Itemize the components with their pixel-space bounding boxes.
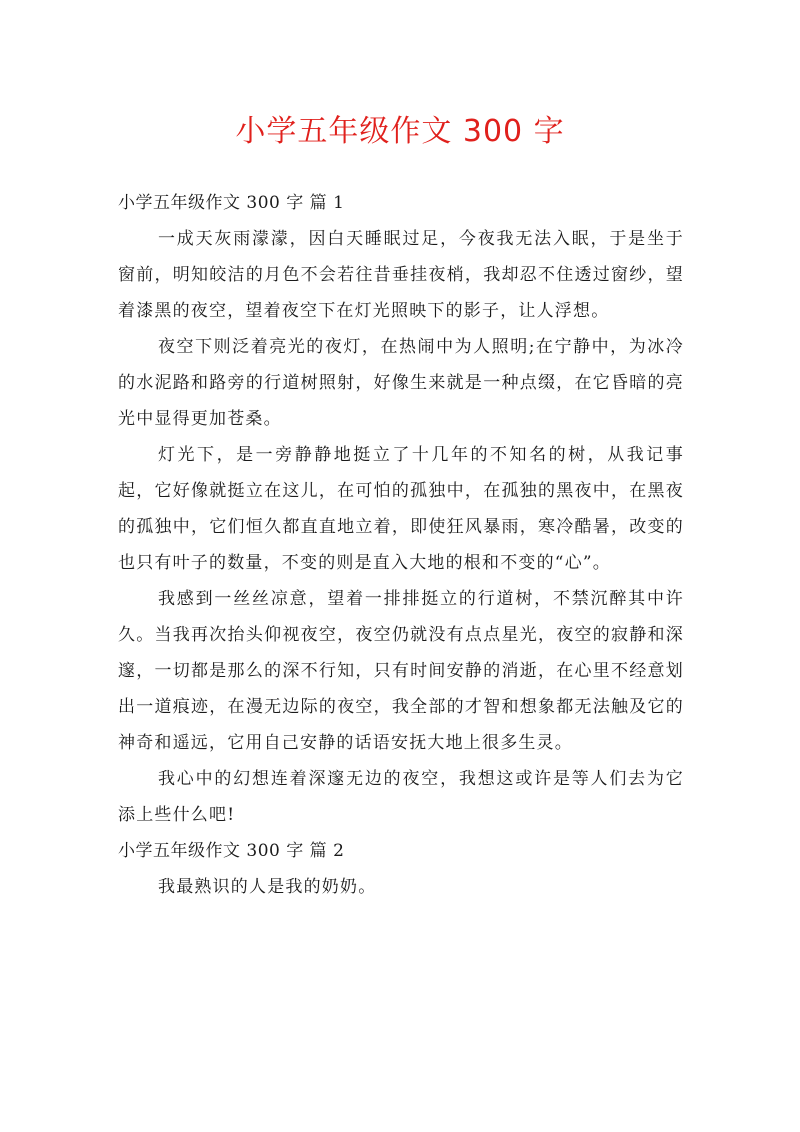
section-1 bbox=[118, 185, 684, 833]
section-heading: 小学五年级作文 300 字 篇 2 bbox=[118, 841, 345, 861]
paragraph: 一成天灰雨濛濛，因白天睡眠过足，今夜我无法入眠，于是坐于窗前，明知皎洁的月色不会若往昔垂挂夜梢，我却忍不住透过窗纱，望着漆黑的夜空，望着夜空下在灯光照映下的影子，让人浮想。 bbox=[118, 229, 684, 321]
paragraph: 我最熟识的人是我的奶奶。 bbox=[158, 877, 377, 897]
paragraph: 我感到一丝丝凉意，望着一排排挺立的行道树，不禁沉醉其中许久。当我再次抬头仰视夜空，夜空仍就没有点点星光，夜空的寂静和深邃，一切都是那么的深不行知，只有时间安静的消逝，在心里不经意划出一道痕迹，在漫无边际的夜空，我全部的才智和想象都无法触及它的神奇和遥远，它用自己安静的话语安抚大地上很多生灵。 bbox=[118, 589, 684, 753]
paragraph: 我心中的幻想连着深邃无边的夜空，我想这或许是等人们去为它添上些什么吧! bbox=[118, 769, 684, 825]
document-body bbox=[118, 185, 684, 905]
section-2 bbox=[118, 833, 684, 905]
paragraph: 灯光下，是一旁静静地挺立了十几年的不知名的树，从我记事起，它好像就挺立在这儿，在可怕的孤独中，在孤独的黑夜中，在黑夜的孤独中，它们恒久都直直地立着，即使狂风暴雨，寒冷酷暑，改变的也只有叶子的数量，不变的则是直入大地的根和不变的“心”。 bbox=[118, 445, 684, 573]
paragraph: 夜空下则泛着亮光的夜灯，在热闹中为人照明;在宁静中，为冰冷的水泥路和路旁的行道树照射，好像生来就是一种点缀，在它昏暗的亮光中显得更加苍桑。 bbox=[118, 337, 684, 429]
section-heading: 小学五年级作文 300 字 篇 1 bbox=[118, 193, 345, 213]
document-title: 小学五年级作文 300 字 bbox=[235, 114, 565, 149]
